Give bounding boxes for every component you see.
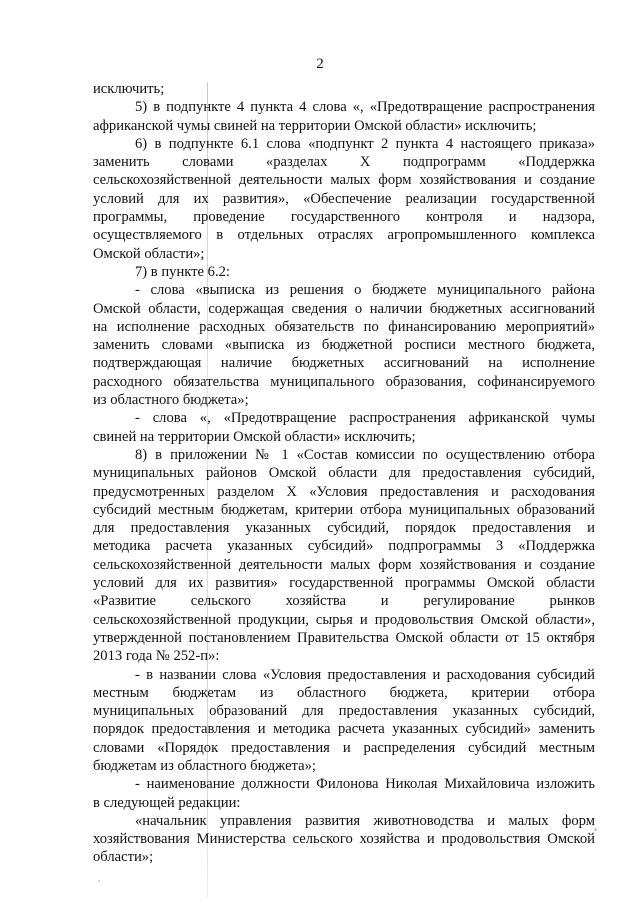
text-line: - слова «выписка из решения о бюджете муниципального района <box>135 282 595 299</box>
text-line: 8) в приложении № 1 «Состав комиссии по осуществлению отбора <box>135 446 595 463</box>
text-line: бюджетам из областного бюджета»; <box>93 757 316 774</box>
text-line: субсидий местным бюджетам, критерии отбора муниципальных образований <box>93 501 595 518</box>
scan-speck <box>98 880 100 882</box>
text-line: Омской области»; <box>93 245 205 262</box>
text-line: 7) в пункте 6.2: <box>135 263 230 280</box>
text-line: сельскохозяйственной продукции, сырья и продовольствия Омской области», <box>93 611 595 628</box>
text-line: программы, проведение государственного контроля и надзора, <box>93 209 595 226</box>
text-line: заменить словами «разделах X подпрограмм «Поддержка <box>93 154 595 171</box>
text-line: методика расчета указанных субсидий» подпрограммы 3 «Поддержка <box>93 538 595 555</box>
text-line: на исполнение расходных обязательств по финансированию мероприятий» <box>93 318 595 335</box>
text-line: африканской чумы свиней на территории Омской области» исключить; <box>93 117 537 134</box>
text-line: местным бюджетам из областного бюджета, критерии отбора <box>93 684 595 701</box>
text-line: хозяйствования Министерства сельского хозяйства и продовольствия Омской <box>93 831 595 848</box>
text-line: муниципальных образований для предоставления указанных субсидий, <box>93 703 595 720</box>
text-line: условий для их развития» государственной программы Омской области <box>93 575 595 592</box>
text-line: 2013 года № 252-п»: <box>93 648 220 665</box>
text-line: предусмотренных разделом X «Условия предоставления и расходования <box>93 483 595 500</box>
text-line: исключить; <box>93 81 165 97</box>
page-number: 2 <box>316 56 324 72</box>
text-line: подтверждающая наличие бюджетных ассигнований на исполнение <box>93 355 595 372</box>
text-line: муниципальных районов Омской области для предоставления субсидий, <box>93 465 595 482</box>
text-line: порядок предоставления и методика расчета указанных субсидий» заменить <box>93 721 595 738</box>
text-line: свиней на территории Омской области» исключить; <box>93 428 416 445</box>
text-line: - наименование должности Филонова Николая Михайловича изложить <box>135 776 595 793</box>
text-line: - в названии слова «Условия предоставления и расходования субсидий <box>135 666 595 683</box>
text-line: условий для их развития», «Обеспечение реализации государственной <box>93 190 595 207</box>
text-line: сельскохозяйственной деятельности малых форм хозяйствования и создание <box>93 556 595 573</box>
text-line: Омской области, содержащая сведения о наличии бюджетных ассигнований <box>93 300 595 317</box>
text-line: заменить словами «выписка из бюджетной росписи местного бюджета, <box>93 337 595 354</box>
document-body <box>93 80 595 867</box>
text-line: 5) в подпункте 4 пункта 4 слова «, «Предотвращение распространения <box>135 99 595 116</box>
text-line: в следующей редакции: <box>93 794 241 811</box>
text-line: сельскохозяйственной деятельности малых форм хозяйствования и создание <box>93 172 595 189</box>
text-line: области»; <box>93 849 154 866</box>
text-line: «начальник управления развития животноводства и малых форм <box>135 812 595 829</box>
text-line: «Развитие сельского хозяйства и регулирование рынков <box>93 593 595 610</box>
text-line: для предоставления указанных субсидий, порядок предоставления и <box>93 520 595 537</box>
text-line: из областного бюджета»; <box>93 392 249 409</box>
text-line: осуществляемого в отдельных отраслях агропромышленного комплекса <box>93 227 595 244</box>
text-line: утвержденной постановлением Правительства Омской области от 15 октября <box>93 629 595 646</box>
text-line: 6) в подпункте 6.1 слова «подпункт 2 пункта 4 настоящего приказа» <box>135 135 595 152</box>
text-line: - слова «, «Предотвращение распространения африканской чумы <box>135 410 595 427</box>
text-line: расходного обязательства муниципального образования, софинансируемого <box>93 373 595 390</box>
text-line: словами «Порядок предоставления и распределения субсидий местным <box>93 739 595 756</box>
